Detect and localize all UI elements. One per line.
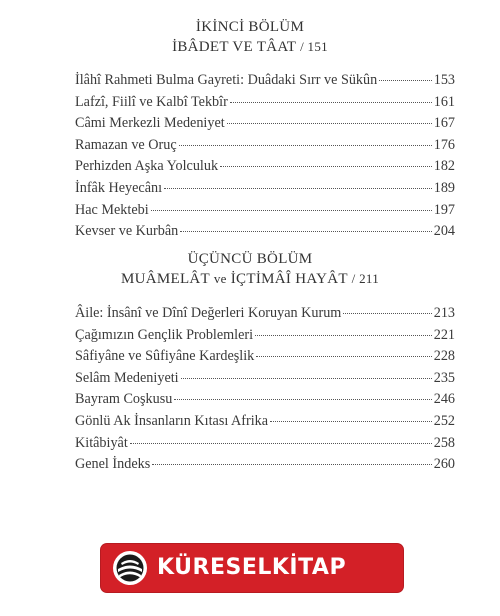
dot-leader xyxy=(164,188,432,189)
toc-entry xyxy=(75,389,455,411)
toc-entry xyxy=(75,411,455,433)
dot-leader xyxy=(130,443,432,444)
toc-entry-title: Gönlü Ak İnsanların Kıtası Afrika xyxy=(75,412,269,429)
section-subtitle-text: İBÂDET VE TÂAT xyxy=(172,39,296,55)
toc-entry-title: Ramazan ve Oruç xyxy=(75,136,177,153)
toc-list-section-2 xyxy=(75,70,455,243)
toc-entry-title: Sâfiyâne ve Sûfiyâne Kardeşlik xyxy=(75,348,255,365)
toc-entry xyxy=(75,346,455,368)
toc-entry-title: Bayram Coşkusu xyxy=(75,391,173,408)
toc-entry-title: Perhizden Aşka Yolculuk xyxy=(75,158,219,175)
dot-leader xyxy=(220,166,432,167)
toc-entry xyxy=(75,433,455,455)
toc-entry xyxy=(75,135,455,157)
section-title: ÜÇÜNCÜ BÖLÜM xyxy=(187,251,313,267)
toc-entry-title: İlâhî Rahmeti Bulma Gayreti: Duâdaki Sırr ve Sükûn xyxy=(75,72,378,88)
toc-entry xyxy=(75,156,455,178)
toc-entry xyxy=(75,178,455,200)
dot-leader xyxy=(227,123,432,124)
toc-entry-title: Câmi Merkezli Medeniyet xyxy=(75,115,225,132)
dot-leader xyxy=(180,231,432,232)
section-title: İKİNCİ BÖLÜM xyxy=(195,19,305,35)
toc-entry-title: Lafzî, Fiilî ve Kalbî Tekbîr xyxy=(75,93,228,110)
toc-entry-page: 167 xyxy=(433,115,455,132)
section-subtitle xyxy=(0,269,500,289)
toc-entry xyxy=(75,325,455,347)
toc-list-section-3 xyxy=(75,303,455,476)
section-start-page: / 211 xyxy=(351,271,380,286)
dot-leader xyxy=(256,356,431,357)
toc-entry-page: 228 xyxy=(433,348,455,365)
toc-entry xyxy=(75,368,455,390)
toc-entry-title: Selâm Medeniyeti xyxy=(75,369,179,386)
toc-entry-title: Âile: İnsânî ve Dînî Değerleri Koruyan Kurum xyxy=(75,305,342,321)
dot-leader xyxy=(179,145,432,146)
section-heading-3 xyxy=(0,250,500,289)
toc-entry-page: 153 xyxy=(433,72,455,88)
section-subtitle-conj: ve xyxy=(213,271,227,286)
toc-entry xyxy=(75,92,455,114)
dot-leader xyxy=(270,421,432,422)
toc-entry-page: 204 xyxy=(433,223,455,240)
toc-entry-page: 182 xyxy=(433,158,455,175)
toc-entry xyxy=(75,200,455,222)
toc-entry-page: 246 xyxy=(433,391,455,408)
publisher-logo xyxy=(101,544,403,592)
toc-entry-title: İnfâk Heyecânı xyxy=(75,179,163,196)
toc-entry-page: 176 xyxy=(433,136,455,153)
publisher-name: KÜRESELKİTAP xyxy=(157,555,347,580)
toc-entry xyxy=(75,113,455,135)
section-start-page: / 151 xyxy=(300,39,328,54)
toc-entry xyxy=(75,221,455,243)
dot-leader xyxy=(152,464,431,465)
section-heading-2 xyxy=(0,18,500,57)
toc-entry-page: 235 xyxy=(433,369,455,386)
section-subtitle xyxy=(0,37,500,57)
toc-entry-page: 260 xyxy=(433,456,455,473)
toc-entry xyxy=(75,70,455,92)
toc-entry-page: 197 xyxy=(433,201,455,218)
toc-entry-page: 258 xyxy=(433,434,455,451)
toc-entry-page: 189 xyxy=(433,179,455,196)
toc-entry-page: 161 xyxy=(433,93,455,110)
toc-entry xyxy=(75,454,455,476)
toc-entry-title: Kevser ve Kurbân xyxy=(75,223,179,240)
section-subtitle-text-c: İÇTİMÂÎ HAYÂT xyxy=(230,271,348,287)
dot-leader xyxy=(343,313,431,314)
toc-entry-title: Hac Mektebi xyxy=(75,201,149,218)
dot-leader xyxy=(151,210,432,211)
dot-leader xyxy=(255,335,432,336)
toc-entry-title: Kitâbiyât xyxy=(75,434,128,451)
toc-entry-page: 252 xyxy=(433,412,455,429)
toc-entry-page: 221 xyxy=(433,326,455,343)
dot-leader xyxy=(379,80,432,81)
toc-entry-title: Çağımızın Gençlik Problemleri xyxy=(75,326,254,343)
toc-entry-page: 213 xyxy=(433,305,455,321)
section-subtitle-text-a: MUÂMELÂT xyxy=(120,271,210,287)
dot-leader xyxy=(181,378,432,379)
dot-leader xyxy=(174,399,431,400)
dot-leader xyxy=(230,102,432,103)
toc-entry xyxy=(75,303,455,325)
globe-emblem-icon xyxy=(111,549,149,587)
toc-entry-title: Genel İndeks xyxy=(75,456,151,473)
